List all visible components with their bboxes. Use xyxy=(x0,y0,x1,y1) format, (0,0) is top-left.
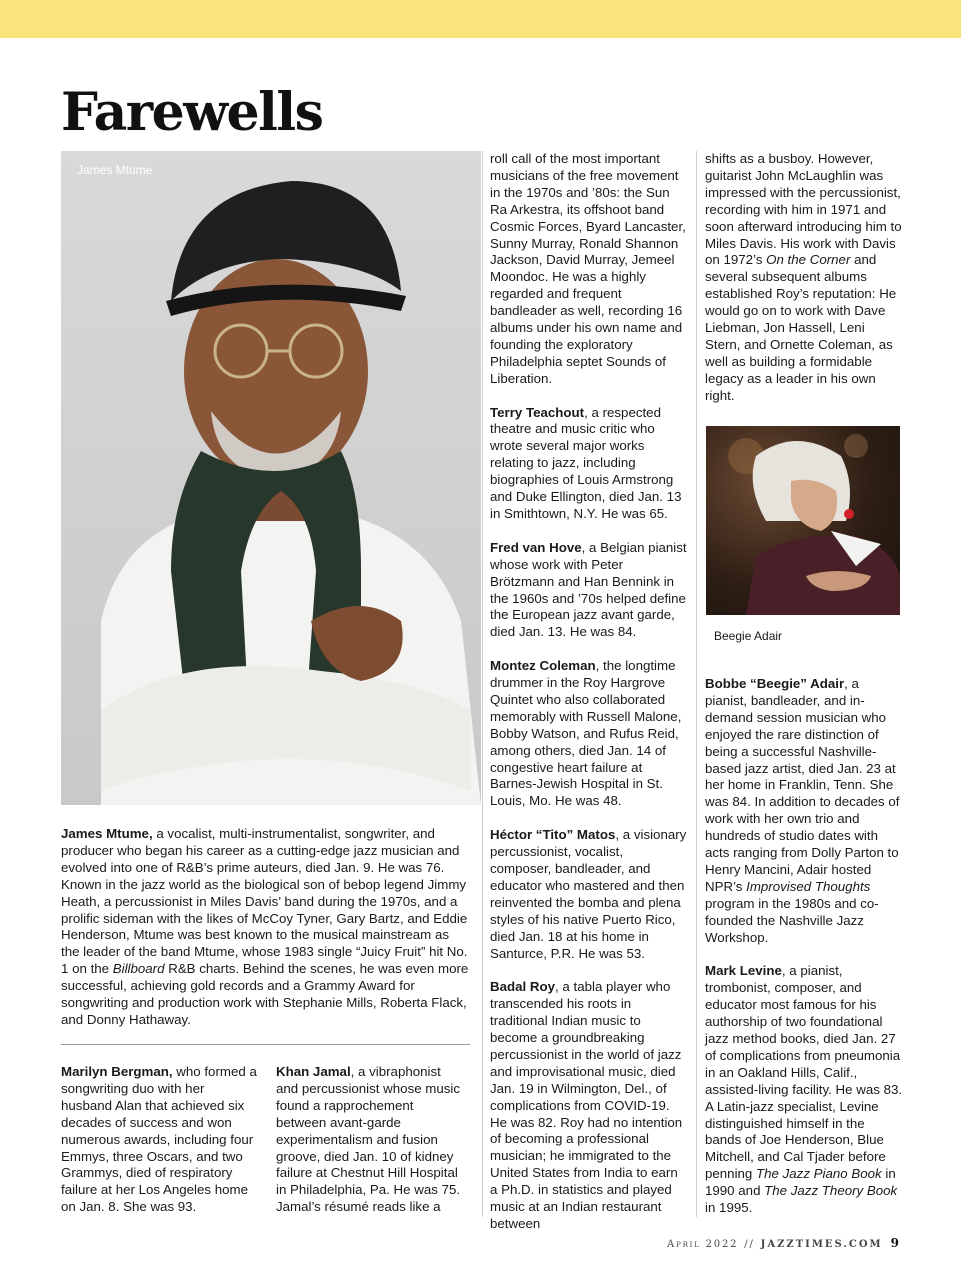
bio-text: , a pianist, trombonist, composer, and educator most famous for his authorship of two foundational jazz method books, died Jan. 27 of complications from pneumonia in an Oakland Hills, Calif., assisted-living facility. He was 83. A Latin-jazz specialist, Levine distinguished himself in the bands of Joe Henderson, Blue Mitchell, and Cal Tjader before penning xyxy=(705,963,903,1182)
article-column-3 xyxy=(490,151,688,1233)
bio-text: , a vibraphonist and percussionist whose music found a rapprochement between avant-garde experimentalism and fusion groove, died Jan. 10 of kidney failure at Chestnut Hill Hospital in Philadelphia, Pa. He was 75. Jamal’s résumé reads like a xyxy=(276,1064,461,1215)
column-rule xyxy=(696,151,697,1217)
bio-name: Terry Teachout xyxy=(490,404,585,420)
portrait-illustration xyxy=(61,151,481,805)
bio-terry-teachout xyxy=(490,405,688,523)
bio-fred-van-hove xyxy=(490,540,688,641)
bio-text: , the longtime drummer in the Roy Hargrove Quintet who also collaborated memorably with Russell Malone, Bobby Watson, and Rufus Reid, among others, died Jan. 14 of congestive heart failure at Barnes-Jewish Hospital in St. Louis, Mo. He was 48. xyxy=(490,658,682,809)
beegie-adair-photo xyxy=(706,426,900,615)
bio-text: , a Belgian pianist whose work with Peter Brötzmann and Han Bennink in the 1960s and ’70s helped define the European jazz avant garde, died Jan. 13. He was 84. xyxy=(490,539,687,640)
bio-text: , a pianist, bandleader, and in-demand session musician who enjoyed the rare distinction of being a successful Nashville-based jazz artist, died Jan. 23 at her home in Franklin, Tenn. She was 84. In addition to decades of work with her own trio and hundreds of studio dates with acts ranging from Dolly Parton to Henry Mancini, Adair hosted NPR’s xyxy=(705,676,900,894)
bio-name: Badal Roy xyxy=(490,979,556,995)
bio-name: Montez Coleman xyxy=(490,658,596,674)
footer-site: JAZZTIMES.COM xyxy=(760,1239,883,1250)
bio-italic: The Jazz Piano Book xyxy=(756,1166,882,1182)
bio-paragraph xyxy=(61,826,471,1029)
james-mtume-photo xyxy=(61,151,481,805)
bio-text: shifts as a busboy. However, guitarist John McLaughlin was impressed with the percussionist, recording with him in 1971 and soon afterward introducing him to Miles Davis. His work with Davis on 1972’s xyxy=(705,151,902,268)
page-footer xyxy=(667,1236,899,1250)
bio-name: Mark Levine xyxy=(705,963,782,979)
article-column-4-lower xyxy=(705,676,903,1217)
bio-text: , a visionary percussionist, vocalist, composer, bandleader, and educator who mastered and then reinvented the bomba and plena styles of his native Puerto Rico, died Jan. 18 at his home in Santurce, P.R. He was 53. xyxy=(490,827,687,961)
page-number: 9 xyxy=(890,1236,899,1250)
bio-name: Fred van Hove xyxy=(490,539,582,555)
bio-text-end: in 1995. xyxy=(705,1200,753,1216)
bio-name: Khan Jamal xyxy=(276,1064,351,1079)
bio-james-mtume xyxy=(61,826,471,1029)
footer-issue: April 2022 xyxy=(667,1239,739,1250)
section-divider xyxy=(61,1044,470,1045)
portrait-illustration xyxy=(706,426,900,615)
photo-credit: James Mtume xyxy=(77,163,153,177)
bio-text-cont: R&B charts. Behind the scenes, he was even more successful, achieving gold records and a Grammy Award for songwriting and production work with Stephanie Mills, Roberta Flack, and Donny Hathaway. xyxy=(61,961,469,1027)
bio-name: Bobbe “Beegie” Adair xyxy=(705,676,845,691)
photo-caption: Beegie Adair xyxy=(714,629,783,643)
bio-paragraph xyxy=(61,1064,259,1216)
bio-text-cont: and several subsequent albums established Roy’s reputation: He would go on to work with Dave Liebman, Jon Hassell, Leni Stern, and Ornette Coleman, as well as building a formidable legacy as a leader in his own right. xyxy=(705,252,897,403)
bio-text: a vocalist, multi-instrumentalist, songwriter, and producer who began his career as a cutting-edge jazz musician and evolved into one of R&B’s prime auteurs, died Jan. 9. He was 76. Known in the jazz world as the biological son of bebop legend Jimmy Heath, a percussionist in Miles Davis’ band during the 1970s, and a prolific sideman with the likes of McCoy Tyner, Gary Bartz, and Eddie Henderson, Mtume was best known to the musical mainstream as the leader of the band Mtume, whose 1983 single “Juicy Fruit” hit No. 1 on the xyxy=(61,826,468,977)
bio-text: , a tabla player who transcended his roots in traditional Indian music to become a groundbreaking percussionist in the world of jazz and improvisational music, died Jan. 19 in Wilmington, Del., of complications from COVID-19. He was 82. Roy had no intention of becoming a professional musician; he immigrated to the United States from India to earn a Ph.D. in statistics and played music at an Indian restaurant between xyxy=(490,979,683,1232)
bio-name: James Mtume, xyxy=(61,826,153,841)
bio-name: Héctor “Tito” Matos xyxy=(490,827,616,843)
bio-marilyn-bergman xyxy=(61,1064,259,1216)
bio-badal-roy xyxy=(490,979,688,1233)
article-column-4 xyxy=(705,151,903,405)
bio-beegie-adair xyxy=(705,676,903,947)
bio-hector-tito-matos xyxy=(490,827,688,962)
bio-text-cont: in 1990 and xyxy=(705,1166,896,1199)
bio-khan-jamal-continued: roll call of the most important musicians of the free movement in the 1970s and ’80s: the Sun Ra Arkestra, its offshoot band Cosmic Forces, Byard Lancaster, Sunny Murray, Ronald Shannon Jackson, David Murray, Jemeel Moondoc. He was a highly regarded and frequent bandleader as well, recording 16 albums under his own name and founding the exploratory Philadelphia septet Sounds of Liberation. xyxy=(490,151,686,386)
bio-italic-2: The Jazz Theory Book xyxy=(764,1183,898,1199)
bio-text: who formed a songwriting duo with her husband Alan that achieved six decades of success and won numerous awards, including four Emmys, three Oscars, and two Grammys, died of respiratory failure at her Los Angeles home on Jan. 8. She was 93. xyxy=(61,1064,257,1215)
bio-italic: Billboard xyxy=(112,961,165,977)
bio-name: Marilyn Bergman, xyxy=(61,1064,173,1079)
top-accent-band xyxy=(0,0,961,38)
bio-khan-jamal xyxy=(276,1064,466,1216)
bio-text-cont: program in the 1980s and co-founded the Nashville Jazz Workshop. xyxy=(705,895,879,945)
page-title: Farewells xyxy=(61,82,323,143)
bio-italic: On the Corner xyxy=(766,252,851,268)
bio-mark-levine xyxy=(705,963,903,1217)
bio-italic: Improvised Thoughts xyxy=(746,878,871,894)
bio-paragraph xyxy=(276,1064,466,1216)
bio-badal-roy-continued xyxy=(705,151,903,405)
footer-separator: // xyxy=(744,1239,755,1250)
bio-text: , a respected theatre and music critic who wrote several major works relating to jazz, including biographies of Louis Armstrong and Duke Ellington, died Jan. 13 in Smithtown, N.Y. He was 65. xyxy=(490,404,682,522)
column-rule xyxy=(482,151,483,1217)
bio-montez-coleman xyxy=(490,658,688,810)
